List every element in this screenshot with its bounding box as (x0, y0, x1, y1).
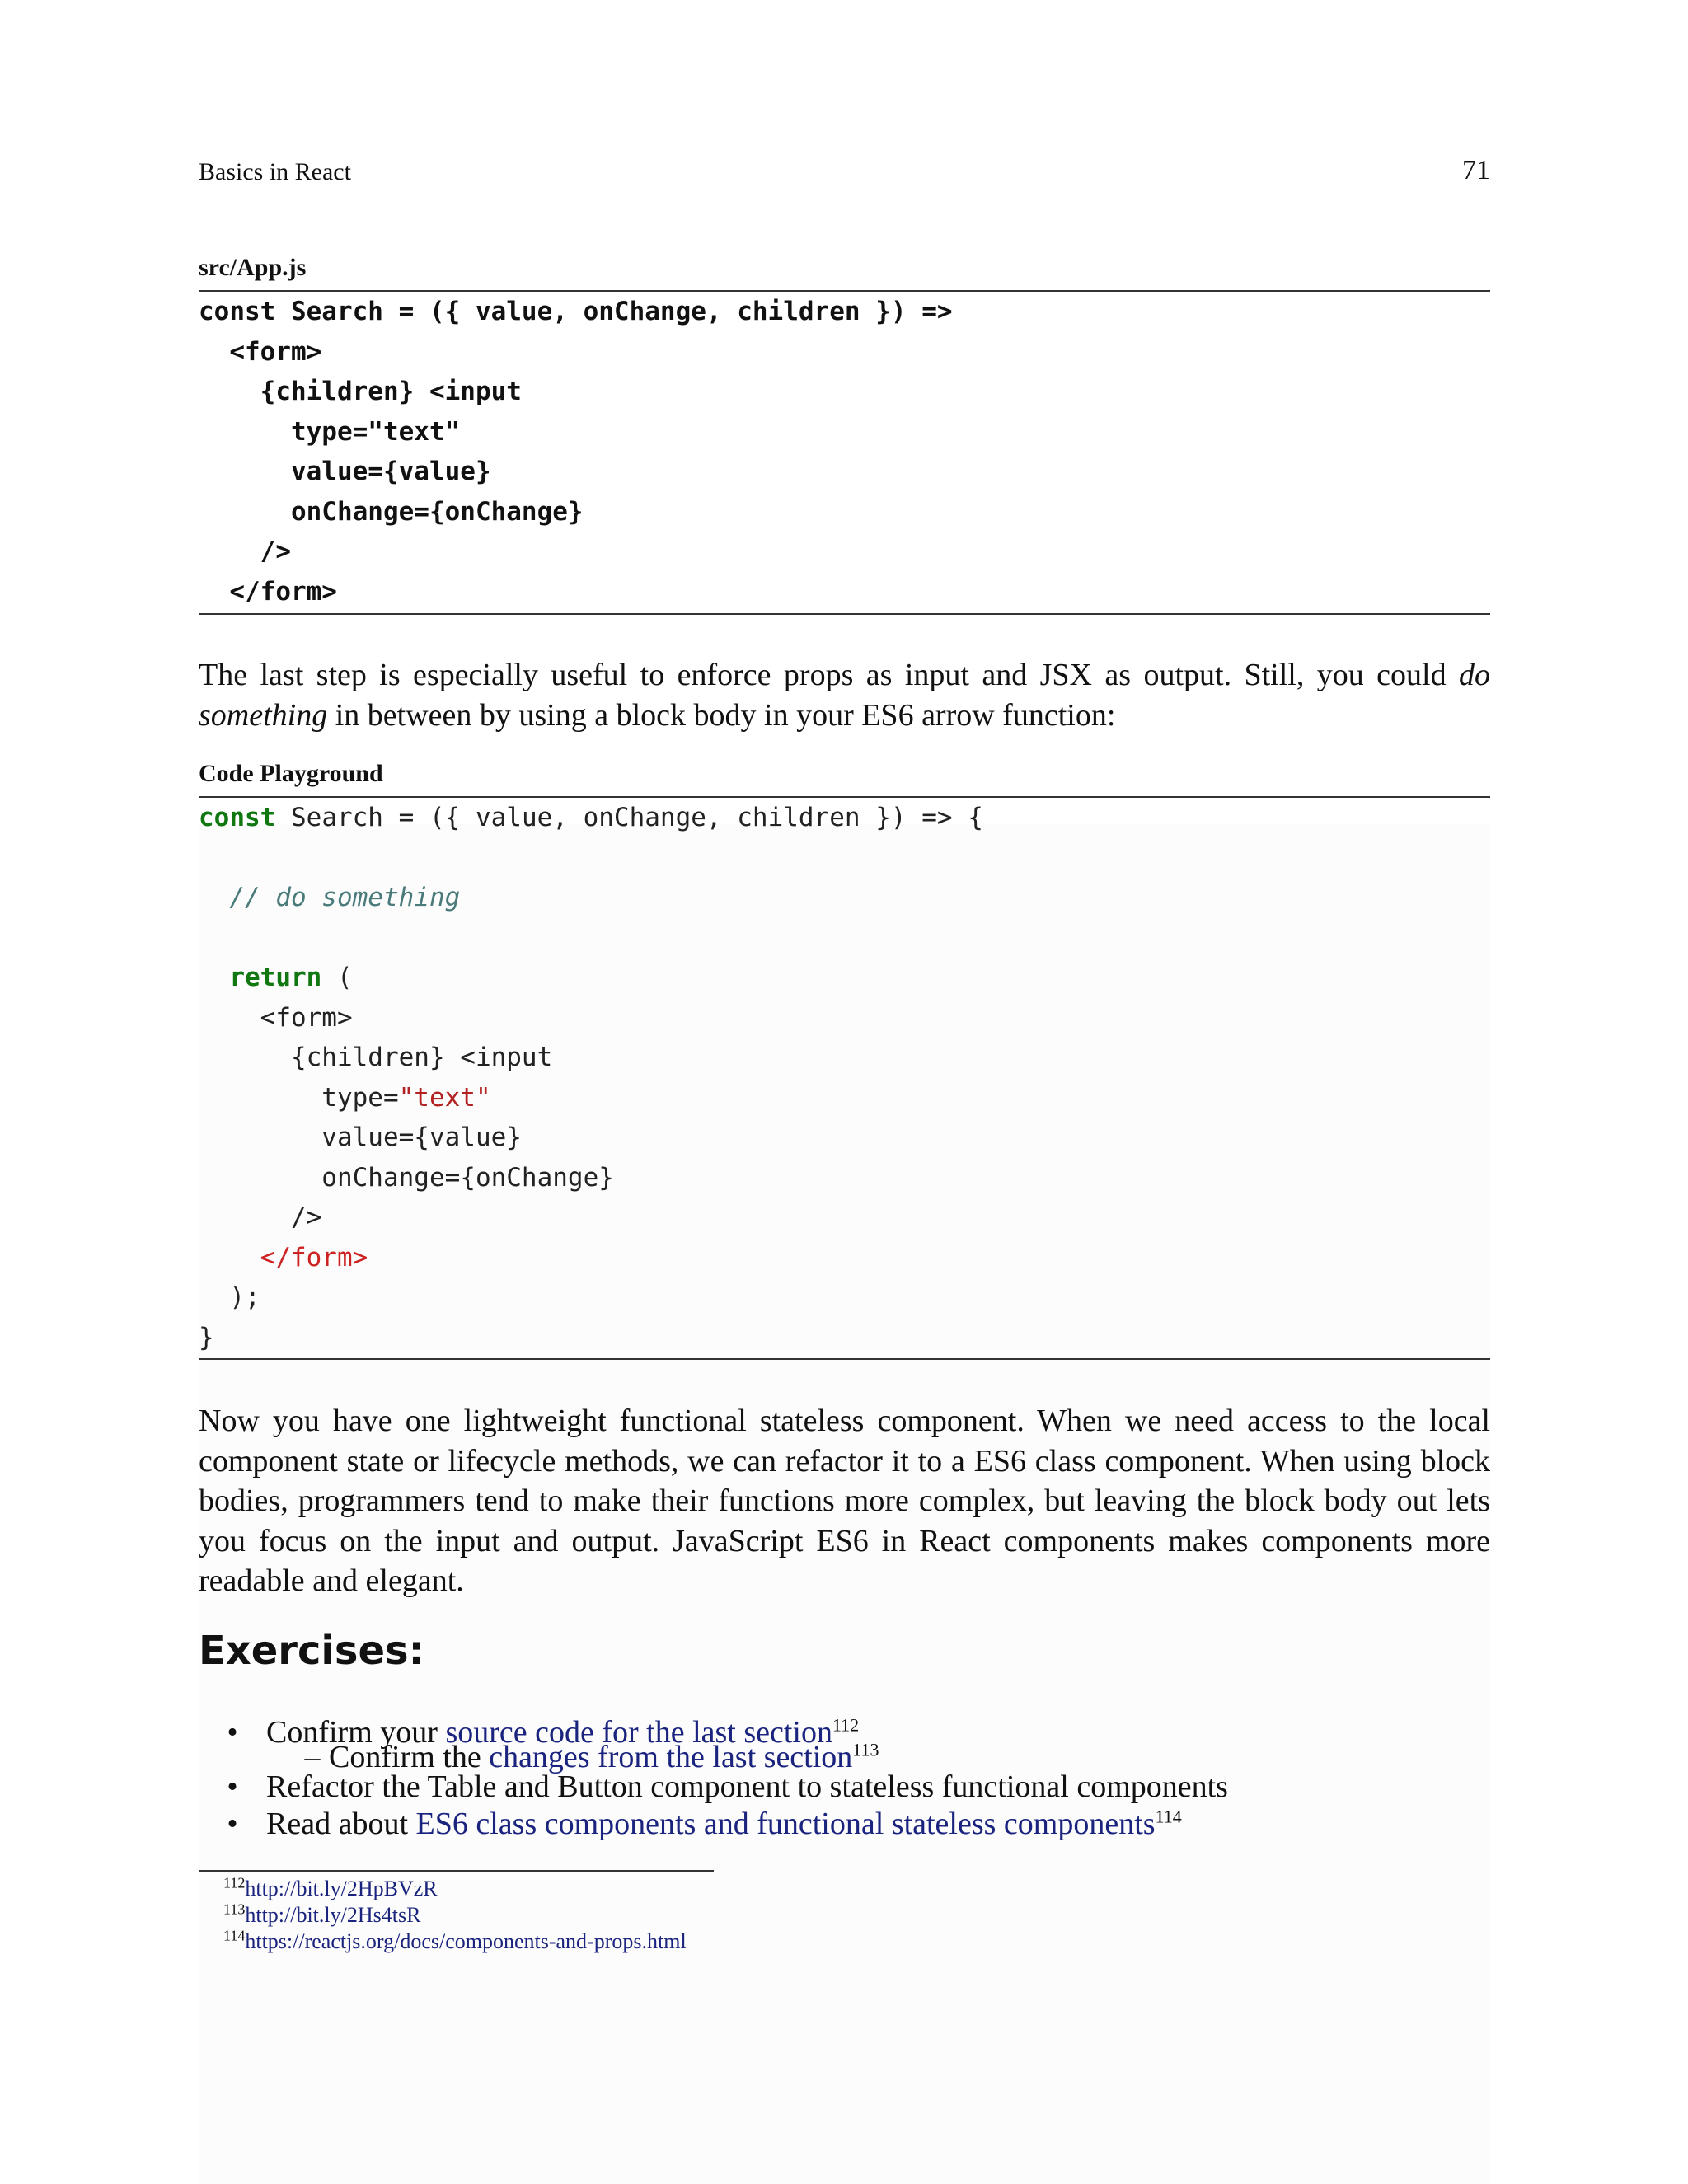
bullet-icon: • (227, 1769, 238, 1804)
exercises-heading: Exercises: (199, 1628, 424, 1674)
code-line: /> (199, 1202, 322, 1232)
code-line: <form> (199, 1002, 353, 1033)
link-changes-last-section[interactable]: changes from the last section (489, 1740, 853, 1774)
paragraph-block-body-intro (199, 655, 1490, 735)
code-closing-tag: </form> (260, 1242, 368, 1272)
code-line (199, 798, 1490, 838)
footnote-link[interactable]: https://reactjs.org/docs/components-and-props.html (245, 1929, 687, 1953)
code-comment: // do something (199, 883, 461, 912)
code-line: {children} <input (199, 377, 522, 406)
footnote-number: 112 (223, 1874, 246, 1891)
chapter-title: Basics in React (199, 158, 351, 185)
list-item-text: Read about (266, 1807, 416, 1841)
code-line: type="text" (199, 416, 461, 447)
code-line (199, 1238, 1490, 1278)
list-item-text: Confirm the (329, 1740, 490, 1774)
code-line: } (199, 1322, 214, 1352)
code-caption-playground: Code Playground (199, 760, 383, 787)
footnote-link[interactable]: http://bit.ly/2HpBVzR (245, 1877, 438, 1900)
footnote-number: 113 (223, 1900, 246, 1918)
footnote (223, 1876, 687, 1902)
code-string: "text" (398, 1082, 491, 1113)
code-keyword: return (199, 963, 322, 992)
code-line: ); (199, 1282, 260, 1312)
list-item-text: Refactor the Table and Button component to stateless functional components (266, 1769, 1228, 1804)
footnote-number: 114 (223, 1927, 246, 1944)
code-block-src-app (199, 290, 1490, 615)
code-line (199, 878, 1490, 918)
footnotes (223, 1876, 687, 1955)
code-block-playground (199, 796, 1490, 1360)
footnote (223, 1929, 687, 1955)
code-line: </form> (199, 576, 337, 607)
code-line: value={value} (199, 457, 491, 486)
code-line (199, 1078, 1490, 1118)
paragraph-text: The last step is especially useful to enforce props as input and JSX as output. Still, you could (199, 658, 1459, 692)
code-line: const Search = ({ value, onChange, children }) => (199, 297, 953, 326)
code-caption-src-app: src/App.js (199, 254, 307, 281)
page-number: 71 (1462, 155, 1490, 185)
code-line: <form> (199, 336, 322, 367)
footnote-ref[interactable]: 113 (852, 1739, 879, 1760)
code-line (199, 958, 1490, 998)
code-text: type= (199, 1082, 399, 1113)
dash-icon: – (304, 1740, 321, 1774)
book-page (199, 0, 1490, 2184)
code-line: onChange={onChange} (199, 496, 584, 527)
code-indent (199, 1243, 260, 1272)
code-keyword: const (199, 803, 276, 832)
code-text: ( (321, 963, 353, 992)
footnote-link[interactable]: http://bit.ly/2Hs4tsR (245, 1903, 421, 1927)
list-item (199, 1769, 1228, 1805)
code-line-blank (199, 838, 1490, 879)
footnote-ref[interactable]: 114 (1155, 1806, 1182, 1827)
link-source-code-last-section[interactable]: source code for the last section (445, 1715, 832, 1750)
paragraph-stateless-summary: Now you have one lightweight functional stateless component. When we need access to the local component state or lifecycle methods, we can refactor it to a ES6 class component. When using block bodies, programmers tend to make their functions more complex, but leaving the block body out lets you focus on the input and output. JavaScript ES6 in React components makes components more readable and elegant. (199, 1404, 1490, 1598)
footnote-divider (199, 1870, 714, 1872)
footnote (223, 1902, 687, 1929)
list-item (199, 1806, 1182, 1842)
paragraph-italic: do something (199, 658, 1490, 733)
code-line-blank (199, 918, 1490, 958)
footnote-ref[interactable]: 112 (832, 1714, 860, 1736)
link-es6-class-components[interactable]: ES6 class components and functional stateless components (415, 1807, 1156, 1841)
paragraph-text: in between by using a block body in your ES6 arrow function: (327, 697, 1116, 733)
list-item-text: Confirm your (266, 1715, 446, 1750)
code-text: Search = ({ value, onChange, children }) => { (275, 803, 983, 832)
code-line: value={value} (199, 1122, 522, 1152)
bullet-icon: • (227, 1715, 238, 1750)
code-line: onChange={onChange} (199, 1162, 614, 1193)
bullet-icon: • (227, 1807, 238, 1841)
running-header (199, 155, 1490, 194)
code-line: /> (199, 537, 291, 566)
code-line: {children} <input (199, 1043, 553, 1072)
